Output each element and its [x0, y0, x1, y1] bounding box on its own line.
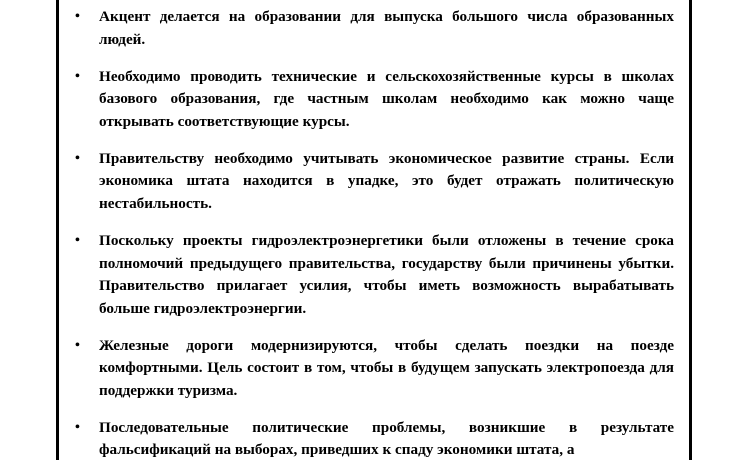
list-item [72, 148, 674, 216]
list-item [72, 417, 674, 460]
bullet-list [72, 6, 674, 460]
list-item-text: Последовательные политические проблемы, возникшие в результате фальсификаций на выборах, приведших к спаду экономики штата, а [99, 418, 674, 459]
list-item [72, 335, 674, 403]
list-item-text: Железные дороги модернизируются, чтобы сделать поездки на поезде комфортными. Цель состоит в том, чтобы в будущем запускать электропоезда для поддержки туризма. [99, 336, 674, 399]
bullet-icon: • [75, 68, 80, 84]
list-item [72, 6, 674, 51]
list-item-text: Правительству необходимо учитывать экономическое развитие страны. Если экономика штата находится в упадке, это будет отражать политическую нестабильность. [99, 149, 674, 212]
bullet-icon: • [75, 9, 80, 24]
list-item-text: Поскольку проекты гидроэлектроэнергетики были отложены в течение срока полномочий предыдущего правительства, государству были причинены убытки. Правительство прилагает усилия, чтобы иметь возможность вырабатывать больше гидроэлектроэнергии. [99, 231, 674, 317]
bullet-icon: • [75, 337, 80, 353]
list-item [72, 66, 674, 134]
bullet-icon: • [75, 232, 80, 248]
bullet-icon: • [75, 419, 80, 435]
bullet-icon: • [75, 150, 80, 166]
list-item-text: Необходимо проводить технические и сельскохозяйственные курсы в школах базового образования, где частным школам необходимо как можно чаще открывать соответствующие курсы. [99, 67, 674, 130]
list-item-text: Акцент делается на образовании для выпуска большого числа образованных людей. [99, 8, 674, 48]
list-item [72, 230, 674, 320]
